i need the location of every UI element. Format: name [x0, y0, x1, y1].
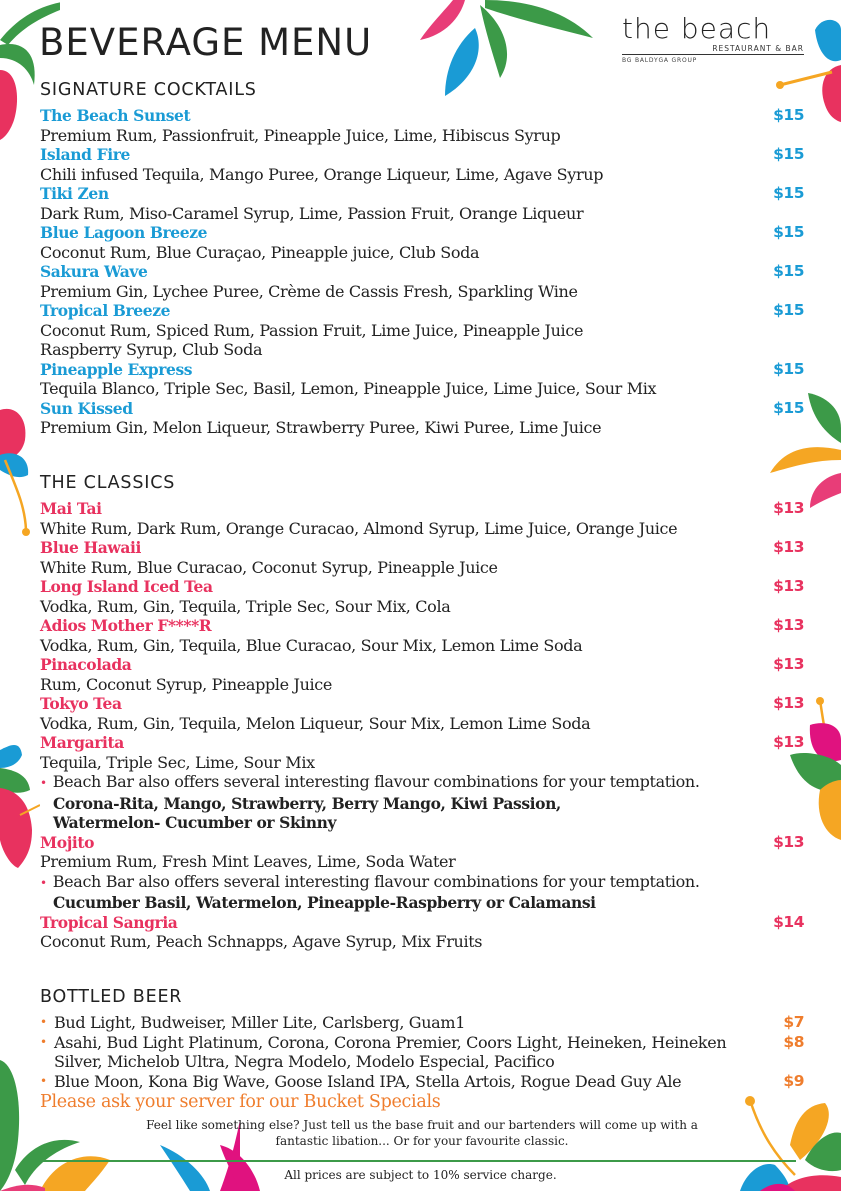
item-name: Island Fire [40, 145, 130, 164]
item-price: $13 [773, 538, 804, 556]
item-price: $15 [773, 359, 804, 378]
flavour-options: Corona-Rita, Mango, Strawberry, Berry Mango, Kiwi Passion, [53, 793, 561, 813]
item-price: $13 [773, 733, 804, 751]
flavour-options-cont: Watermelon- Cucumber or Skinny [53, 813, 337, 832]
service-charge-note: All prices are subject to 10% service charge. [284, 1168, 557, 1182]
beer-item [40, 1033, 804, 1072]
item-price: $15 [773, 262, 804, 280]
item-description: Vodka, Rum, Gin, Tequila, Melon Liqueur, Sour Mix, Lemon Lime Soda [40, 713, 591, 733]
item-name: Long Island Iced Tea [40, 577, 213, 596]
menu-item [40, 913, 804, 952]
hibiscus-left-middle-decoration [0, 405, 40, 545]
menu-item [40, 833, 804, 913]
item-name: Tropical Sangria [40, 912, 178, 932]
item-description: White Rum, Dark Rum, Orange Curacao, Almond Syrup, Lime Juice, Orange Juice [40, 518, 678, 538]
section-heading-classics: THE CLASSICS [40, 473, 176, 493]
menu-item [40, 694, 804, 733]
item-name: Pineapple Express [40, 359, 193, 379]
item-name: Sun Kissed [40, 398, 133, 418]
menu-item [40, 106, 804, 145]
item-price: $13 [773, 499, 804, 517]
item-description: Dark Rum, Miso-Caramel Syrup, Lime, Passion Fruit, Orange Liqueur [40, 203, 584, 223]
item-description: Coconut Rum, Peach Schnapps, Agave Syrup, Mix Fruits [40, 932, 483, 951]
menu-item [40, 184, 804, 223]
item-name: The Beach Sunset [40, 106, 191, 125]
menu-item [40, 223, 804, 262]
item-name: Mojito [40, 832, 95, 852]
item-name: Blue Hawaii [40, 538, 141, 557]
menu-item [40, 399, 804, 438]
item-price: $15 [773, 106, 804, 124]
item-description: Vodka, Rum, Gin, Tequila, Blue Curacao, Sour Mix, Lemon Lime Soda [40, 635, 583, 655]
item-price: $13 [773, 832, 804, 851]
item-name: Blue Lagoon Breeze [40, 223, 208, 242]
item-description: Premium Rum, Passionfruit, Pineapple Juice, Lime, Hibiscus Syrup [40, 125, 561, 145]
item-description: Vodka, Rum, Gin, Tequila, Triple Sec, Sour Mix, Cola [40, 596, 451, 616]
section-heading-beer: BOTTLED BEER [40, 987, 183, 1007]
bullet-icon: • [40, 776, 47, 790]
menu-item [40, 145, 804, 184]
item-description: Premium Gin, Lychee Puree, Crème de Cassis Fresh, Sparkling Wine [40, 281, 578, 301]
item-price: $15 [773, 223, 804, 241]
beer-price: $8 [783, 1032, 804, 1051]
bullet-icon: • [40, 1034, 47, 1049]
item-description: Coconut Rum, Blue Curaçao, Pineapple juice, Club Soda [40, 242, 480, 262]
menu-item [40, 733, 804, 833]
menu-item [40, 538, 804, 577]
bullet-icon: • [40, 1073, 47, 1088]
hibiscus-left-lower-decoration [0, 740, 40, 870]
item-price: $13 [773, 694, 804, 712]
bullet-icon: • [40, 875, 47, 890]
bucket-specials-note: Please ask your server for our Bucket Specials [40, 1092, 441, 1112]
beer-price: $7 [783, 1013, 804, 1031]
beer-names-cont: Silver, Michelob Ultra, Negra Modelo, Modelo Especial, Pacifico [54, 1052, 555, 1071]
menu-item [40, 360, 804, 399]
item-name: Tiki Zen [40, 184, 109, 203]
item-description: Premium Rum, Fresh Mint Leaves, Lime, Soda Water [40, 852, 456, 871]
page-title: BEVERAGE MENU [39, 21, 373, 64]
item-description: Tequila, Triple Sec, Lime, Sour Mix [40, 752, 315, 772]
beer-names: Asahi, Bud Light Platinum, Corona, Corona Premier, Coors Light, Heineken, Heineken [54, 1032, 727, 1052]
bullet-icon: • [40, 1015, 47, 1029]
flavour-note: • Beach Bar also offers several interesting flavour combinations for your temptation. [40, 772, 700, 791]
item-name: Adios Mother F****R [40, 616, 212, 635]
item-description-cont: Raspberry Syrup, Club Soda [40, 340, 263, 359]
menu-item [40, 616, 804, 655]
beer-names: Blue Moon, Kona Big Wave, Goose Island IPA, Stella Artois, Rogue Dead Guy Ale [54, 1071, 682, 1091]
leaves-top-center-decoration [415, 0, 595, 100]
menu-item [40, 301, 804, 360]
brand-logo [622, 14, 804, 64]
flavour-options: Cucumber Basil, Watermelon, Pineapple-Raspberry or Calamansi [53, 893, 596, 912]
beer-price: $9 [783, 1071, 804, 1090]
item-description: White Rum, Blue Curacao, Coconut Syrup, Pineapple Juice [40, 557, 498, 577]
logo-subtitle: RESTAURANT & BAR [622, 44, 804, 55]
beer-list [40, 1013, 804, 1113]
item-price: $15 [773, 398, 804, 417]
item-name: Tokyo Tea [40, 694, 122, 713]
beer-item [40, 1013, 804, 1033]
item-price: $15 [773, 301, 804, 319]
menu-item [40, 499, 804, 538]
item-description: Premium Gin, Melon Liqueur, Strawberry Puree, Kiwi Puree, Lime Juice [40, 418, 602, 437]
item-name: Mai Tai [40, 499, 102, 518]
flavour-note: • Beach Bar also offers several interesting flavour combinations for your temptation. [40, 871, 700, 891]
menu-item [40, 577, 804, 616]
item-description: Tequila Blanco, Triple Sec, Basil, Lemon, Pineapple Juice, Lime Juice, Sour Mix [40, 379, 657, 398]
item-price: $15 [773, 184, 804, 202]
bartender-note: Feel like something else? Just tell us the base fruit and our bartenders will come up with a fantastic libation... Or for your favourite classic. [146, 1118, 698, 1148]
item-price: $14 [773, 912, 804, 931]
item-name: Margarita [40, 733, 124, 752]
menu-item [40, 262, 804, 301]
classics-list [40, 499, 804, 952]
item-name: Tropical Breeze [40, 301, 171, 320]
footer-divider [40, 1160, 796, 1162]
signature-list [40, 106, 804, 438]
item-description: Rum, Coconut Syrup, Pineapple Juice [40, 674, 333, 694]
logo-group: BG BALDYGA GROUP [622, 57, 698, 64]
beer-item [40, 1072, 804, 1092]
item-price: $13 [773, 577, 804, 595]
item-price: $15 [773, 145, 804, 163]
beer-names: Bud Light, Budweiser, Miller Lite, Carlsberg, Guam1 [54, 1013, 466, 1032]
item-description: Coconut Rum, Spiced Rum, Passion Fruit, Lime Juice, Pineapple Juice [40, 320, 584, 340]
item-price: $13 [773, 655, 804, 673]
item-name: Pinacolada [40, 655, 132, 674]
menu-item [40, 655, 804, 694]
item-name: Sakura Wave [40, 262, 148, 281]
logo-name: the beach [622, 12, 772, 45]
section-heading-signature: SIGNATURE COCKTAILS [40, 80, 257, 100]
item-price: $13 [773, 616, 804, 634]
item-description: Chili infused Tequila, Mango Puree, Orange Liqueur, Lime, Agave Syrup [40, 164, 604, 184]
